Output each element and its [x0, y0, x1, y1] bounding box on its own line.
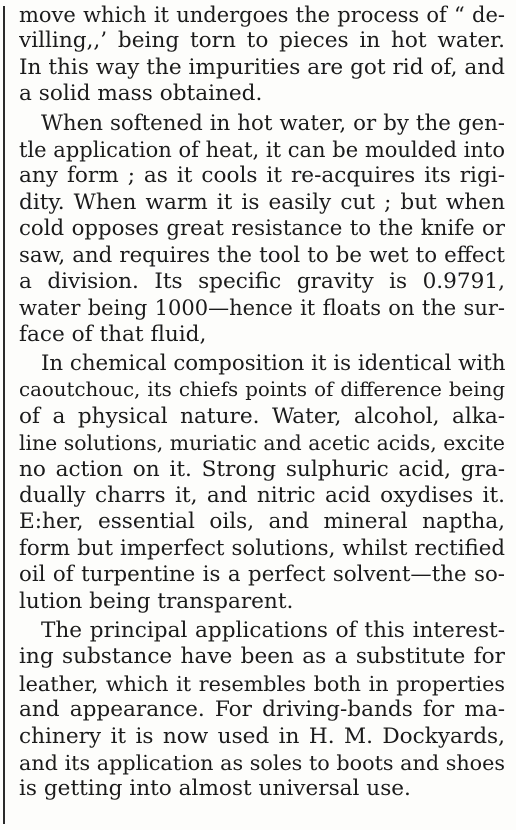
text-line: tle application of heat, it can be moulded into	[19, 137, 505, 162]
text-line: no action on it. Strong sulphuric acid, gra-	[19, 456, 505, 482]
text-line: face of that fluid,	[19, 321, 207, 347]
text-line: oil of turpentine is a perfect solvent—the so-	[19, 562, 505, 588]
text-line: E:her, essential oils, and mineral naptha,	[19, 509, 505, 535]
text-line: form but imperfect solutions, whilst rectified	[19, 535, 505, 561]
text-line: caoutchouc, its chiefs points of difference being	[19, 378, 505, 402]
text-line: The principal applications of this interest-	[41, 617, 505, 643]
text-line: and appearance. For driving-bands for ma-	[19, 697, 505, 723]
text-line: dity. When warm it is easily cut ; but when	[19, 189, 505, 215]
text-line: a solid mass obtained.	[19, 81, 263, 107]
text-line: is getting into almost universal use.	[19, 776, 411, 802]
text-line: ing substance have been as a substitute for	[19, 644, 505, 670]
text-line: chinery it is now used in H. M. Dockyards,	[19, 723, 505, 749]
text-line: dually charrs it, and nitric acid oxydises it.	[19, 483, 505, 509]
column-rule	[3, 6, 5, 824]
text-line: move which it undergoes the process of “ de-	[19, 3, 505, 27]
paragraph	[19, 111, 505, 349]
text-line: lution being transparent.	[19, 588, 294, 614]
text-line: cold opposes great resistance to the knife or	[19, 216, 505, 242]
text-line: saw, and requires the tool to be wet to effect	[19, 242, 505, 268]
text-line: When softened in hot water, or by the gen-	[41, 110, 505, 136]
text-line: line solutions, muriatic and acetic acids, excite	[19, 431, 505, 456]
text-line: and its application as soles to boots and shoes	[19, 750, 505, 775]
text-line: water being 1000—hence it floats on the sur-	[19, 296, 505, 321]
text-line: a division. Its specific gravity is 0.9791,	[19, 268, 505, 294]
text-line: In chemical composition it is identical with	[41, 351, 505, 377]
paragraph	[19, 618, 505, 803]
text-line: of a physical nature. Water, alcohol, alka-	[19, 403, 505, 429]
article-column	[19, 2, 505, 803]
text-line: villing,,’ being torn to pieces in hot water.	[19, 28, 505, 54]
text-line: In this way the impurities are got rid of, and	[19, 54, 505, 80]
paragraph	[19, 351, 505, 615]
text-line: any form ; as it cools it re-acquires its rigi-	[19, 163, 505, 189]
paragraph	[19, 2, 505, 108]
text-line: leather, which it resembles both in properties	[19, 671, 505, 696]
